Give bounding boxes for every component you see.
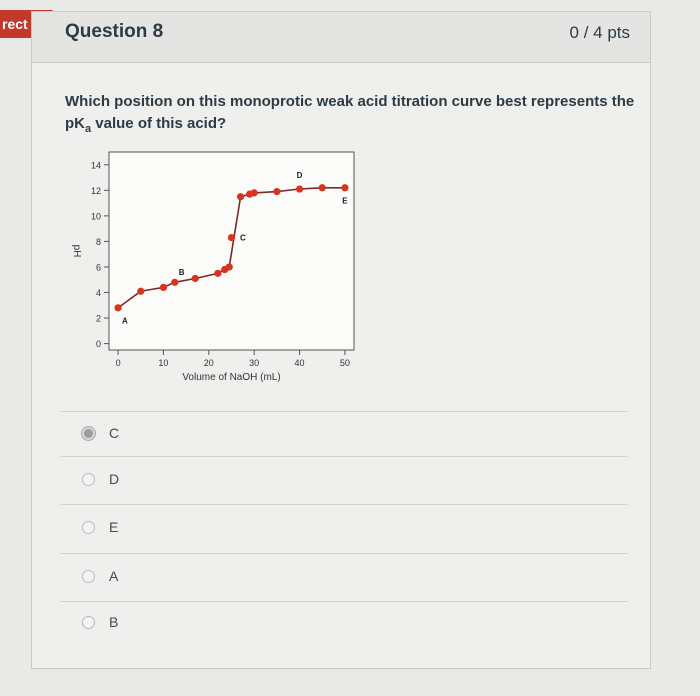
answer-divider [60,456,628,457]
y-tick-label: 6 [95,262,101,273]
y-tick-label: 0 [95,339,101,350]
radio-button-c[interactable] [82,427,95,440]
y-tick-label: 4 [95,288,101,299]
answer-divider [60,601,628,602]
y-tick-label: 14 [90,160,101,171]
data-point [114,304,121,311]
y-tick-label: 2 [95,313,101,324]
x-tick-label: 20 [203,358,214,368]
question-points: 0 / 4 pts [569,23,630,42]
answer-label-e: E [109,519,119,535]
point-label-c: C [239,233,246,243]
status-badge-text: rect [2,16,28,32]
radio-button-d[interactable] [82,473,95,486]
question-text-subscript: a [85,123,92,135]
data-point [137,288,144,295]
answers-divider [60,411,628,412]
point-label-d: D [296,170,303,180]
y-axis-label: pH [71,244,82,258]
data-point [226,263,233,270]
data-point [273,188,280,195]
x-tick-label: 30 [249,358,260,368]
x-tick-label: 40 [294,358,305,368]
y-tick-label: 8 [95,236,101,247]
titration-chart [54,140,364,390]
x-tick-label: 10 [158,358,169,368]
data-point [171,279,178,286]
radio-button-b[interactable] [82,616,95,629]
data-point [160,284,167,291]
point-label-e: E [342,196,348,206]
x-tick-label: 50 [339,358,350,368]
x-tick-label: 0 [115,358,121,368]
question-panel [31,11,651,669]
answer-divider [60,553,628,554]
answer-option-b[interactable] [82,609,118,635]
answer-option-c[interactable] [82,420,119,446]
data-point [251,189,258,196]
data-point [319,184,326,191]
answer-label-a: A [109,568,119,584]
y-tick-label: 10 [90,211,101,222]
question-text [65,91,635,140]
question-text-end: value of this acid? [91,115,227,132]
answer-option-d[interactable] [82,466,119,492]
answer-option-e[interactable] [82,514,118,540]
radio-button-a[interactable] [82,570,95,583]
data-point [341,184,348,191]
answer-option-a[interactable] [82,563,118,589]
question-header [32,12,650,63]
x-axis-label: Volume of NaOH (mL) [182,372,281,383]
question-title: Question 8 [65,21,164,42]
question-text-main: Which position on this monoprotic weak acid titration curve best represents the pK [65,93,635,132]
data-point-c [228,234,235,241]
point-label-a: A [121,316,128,326]
data-point [296,185,303,192]
point-label-b: B [178,268,185,278]
answer-label-c: C [109,425,120,441]
answer-divider [60,504,628,505]
data-point [192,275,199,282]
radio-button-e[interactable] [82,521,95,534]
y-tick-label: 12 [90,185,101,196]
data-point [237,193,244,200]
answer-label-d: D [109,471,120,487]
answer-label-b: B [109,614,119,630]
data-point [214,270,221,277]
